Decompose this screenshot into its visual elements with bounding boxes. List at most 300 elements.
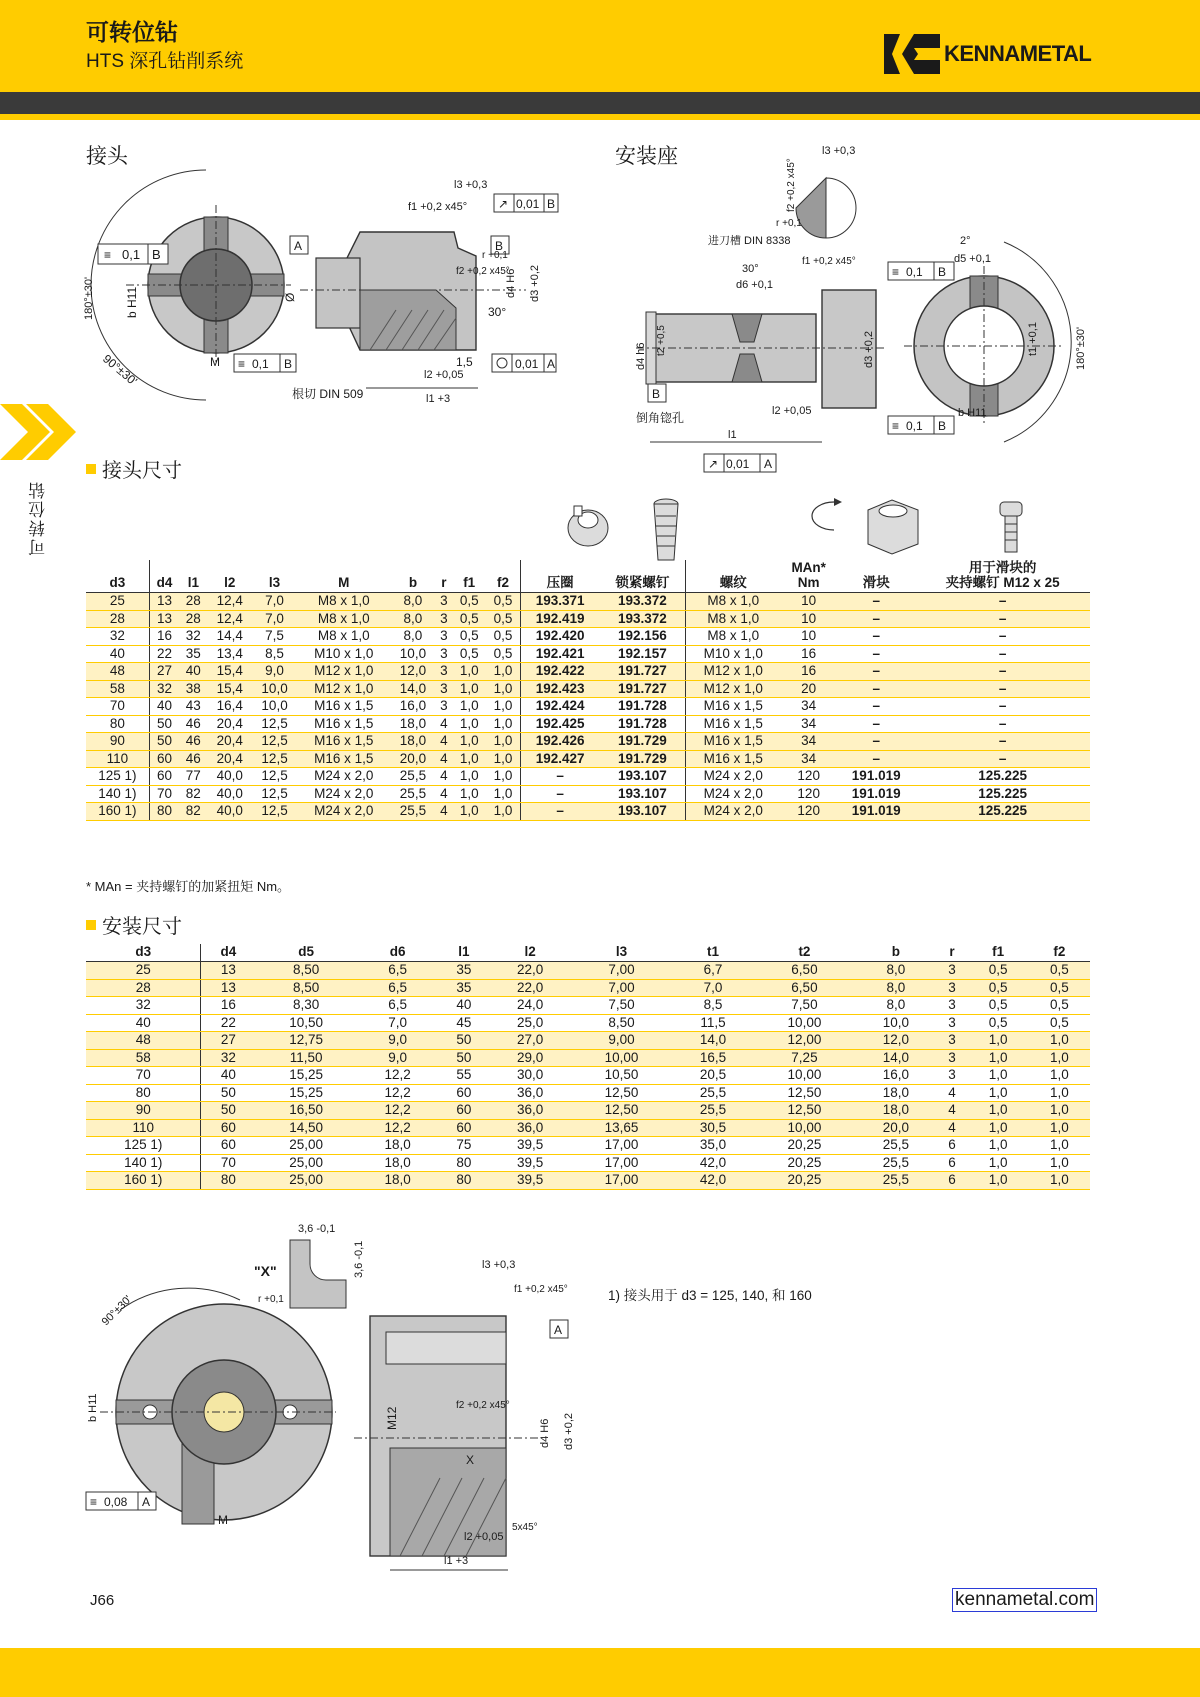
- table-cell: 55: [438, 1067, 489, 1085]
- drawing-dim-l1: l1 +3: [426, 393, 451, 405]
- table-cell: 12,2: [357, 1084, 438, 1102]
- table-cell: 28: [179, 593, 207, 611]
- table-cell: 30,0: [489, 1067, 570, 1085]
- drawing-dim-l3: l3 +0,3: [822, 145, 856, 157]
- table-cell: M16 x 1,5: [686, 733, 780, 751]
- table-cell: 16: [149, 628, 179, 646]
- table-cell: 1,0: [968, 1067, 1029, 1085]
- table-cell: 4: [435, 750, 452, 768]
- drawing-b: b H11: [87, 1393, 99, 1422]
- table-cell: 4: [435, 715, 452, 733]
- table-cell: 25,5: [672, 1084, 753, 1102]
- drawing-datum: B: [284, 357, 293, 371]
- table-cell: 192.419: [520, 610, 599, 628]
- bullet-square-icon: [86, 920, 96, 930]
- table-row: [86, 733, 1090, 751]
- adapter-dims-title: 接头尺寸: [102, 460, 182, 482]
- column-header: t2: [754, 944, 856, 962]
- table-cell: 1,0: [1029, 1154, 1090, 1172]
- svg-text:↗: ↗: [708, 457, 719, 471]
- table-row: [86, 1084, 1090, 1102]
- table-row: [86, 750, 1090, 768]
- table-row: [86, 593, 1090, 611]
- table-cell: 6,50: [754, 979, 856, 997]
- table-cell: 3: [435, 593, 452, 611]
- table-cell: 191.727: [599, 680, 686, 698]
- table-cell: 20,25: [754, 1172, 856, 1190]
- table-cell: 10,0: [252, 680, 297, 698]
- drawing-angle: 30°: [488, 305, 507, 319]
- drawing-dim-f2: f2 +0,2 x45°: [456, 1400, 510, 1411]
- adapter-end-view-drawing: [83, 160, 296, 410]
- table-cell: 193.107: [599, 785, 686, 803]
- table-cell: 4: [435, 803, 452, 821]
- table-cell: 12,50: [571, 1084, 673, 1102]
- table-cell: 1,0: [1029, 1137, 1090, 1155]
- table-cell: 40: [86, 1014, 201, 1032]
- column-header: 滑块: [837, 560, 915, 593]
- drawing-datum: A: [554, 1323, 563, 1337]
- table-cell: 29,0: [489, 1049, 570, 1067]
- table-cell: 3: [435, 610, 452, 628]
- table-cell: 24,0: [489, 997, 570, 1015]
- table-cell: –: [915, 663, 1090, 681]
- table-cell: 12,0: [855, 1032, 936, 1050]
- table-cell: 14,4: [207, 628, 252, 646]
- table-cell: 8,0: [855, 997, 936, 1015]
- table-cell: 191.019: [837, 785, 915, 803]
- table-cell: 0,5: [968, 962, 1029, 980]
- table-cell: 25,5: [391, 768, 436, 786]
- table-cell: 1,0: [1029, 1102, 1090, 1120]
- table-cell: 39,5: [489, 1154, 570, 1172]
- drawing-dim-t1: t1 +0,1: [1027, 322, 1039, 356]
- table-cell: –: [837, 593, 915, 611]
- table-cell: 1,0: [968, 1119, 1029, 1137]
- table-cell: 12,50: [754, 1102, 856, 1120]
- table-cell: 35,0: [672, 1137, 753, 1155]
- table-header-row: [86, 560, 1090, 593]
- table-cell: 12,2: [357, 1119, 438, 1137]
- column-header: l3: [252, 560, 297, 593]
- table-cell: 25: [86, 593, 149, 611]
- table-cell: M16 x 1,5: [297, 733, 391, 751]
- column-header: d6: [357, 944, 438, 962]
- table-cell: 40: [86, 645, 149, 663]
- table-cell: M24 x 2,0: [297, 803, 391, 821]
- table-cell: 60: [438, 1119, 489, 1137]
- table-cell: 192.426: [520, 733, 599, 751]
- drawing-dim: 1,5: [456, 355, 473, 369]
- table-cell: 1,0: [486, 663, 520, 681]
- table-cell: 4: [937, 1119, 968, 1137]
- table-cell: 110: [86, 750, 149, 768]
- page-title: 可转位钻: [86, 19, 178, 45]
- seat-section-drawing: [636, 142, 886, 472]
- table-cell: 0,5: [452, 628, 486, 646]
- table-cell: 193.372: [599, 593, 686, 611]
- table-cell: 125.225: [915, 768, 1090, 786]
- table-cell: 48: [86, 1032, 201, 1050]
- table-cell: 6,7: [672, 962, 753, 980]
- table-cell: 8,30: [255, 997, 357, 1015]
- drawing-dim-height: 3,6 -0,1: [353, 1240, 365, 1278]
- table-cell: 17,00: [571, 1172, 673, 1190]
- table-cell: 0,5: [452, 593, 486, 611]
- adapter-section-drawing: [283, 170, 576, 410]
- drawing-m: M: [218, 1513, 228, 1527]
- table-cell: 110: [86, 1119, 201, 1137]
- table-cell: –: [915, 715, 1090, 733]
- adapter-dims-heading: [86, 454, 182, 483]
- table-cell: 192.157: [599, 645, 686, 663]
- table-cell: 8,50: [571, 1014, 673, 1032]
- page-number: J66: [90, 1592, 115, 1609]
- table-cell: 0,5: [1029, 962, 1090, 980]
- table-cell: 50: [438, 1049, 489, 1067]
- table-cell: 90: [86, 733, 149, 751]
- table-cell: 28: [86, 610, 149, 628]
- table-row: [86, 715, 1090, 733]
- table-cell: 1,0: [452, 715, 486, 733]
- table-cell: 1,0: [1029, 1119, 1090, 1137]
- table-cell: M16 x 1,5: [686, 750, 780, 768]
- table-cell: 35: [179, 645, 207, 663]
- table-cell: M12 x 1,0: [686, 663, 780, 681]
- drawing-datum: B: [938, 419, 947, 433]
- table-cell: 8,0: [855, 979, 936, 997]
- drawing-runout: 0,01: [516, 197, 540, 211]
- table-cell: 25,5: [391, 785, 436, 803]
- column-header: f1: [968, 944, 1029, 962]
- table-cell: 25,00: [255, 1137, 357, 1155]
- table-cell: 46: [179, 750, 207, 768]
- table-cell: 80: [438, 1154, 489, 1172]
- table-cell: –: [915, 698, 1090, 716]
- table-cell: M24 x 2,0: [686, 785, 780, 803]
- table-cell: 16,5: [672, 1049, 753, 1067]
- table-cell: 12,5: [252, 785, 297, 803]
- column-header: b: [855, 944, 936, 962]
- table-cell: 192.423: [520, 680, 599, 698]
- table-cell: 1,0: [1029, 1084, 1090, 1102]
- column-header: l3: [571, 944, 673, 962]
- table-cell: 15,4: [207, 663, 252, 681]
- table-cell: 50: [149, 715, 179, 733]
- drawing-dim-r: r +0,1: [258, 1294, 284, 1305]
- locking-screw-icon: [646, 496, 686, 568]
- table-cell: 25,00: [255, 1172, 357, 1190]
- table-cell: M16 x 1,5: [297, 750, 391, 768]
- table-cell: 14,0: [672, 1032, 753, 1050]
- table-row: [86, 1067, 1090, 1085]
- table-cell: 4: [435, 768, 452, 786]
- table-cell: 7,00: [571, 962, 673, 980]
- table-cell: 13: [201, 962, 255, 980]
- table-cell: 12,0: [391, 663, 436, 681]
- drawing-chamfer: 5x45°: [512, 1522, 538, 1533]
- table-cell: 34: [780, 733, 837, 751]
- table-cell: –: [837, 733, 915, 751]
- large-adapter-section-drawing: [350, 1258, 600, 1578]
- table-cell: M8 x 1,0: [686, 610, 780, 628]
- drawing-runout: 0,01: [726, 457, 750, 471]
- website-link[interactable]: kennametal.com: [952, 1588, 1097, 1612]
- table-cell: 9,0: [357, 1032, 438, 1050]
- table-cell: 35: [438, 979, 489, 997]
- table-cell: 0,5: [1029, 1014, 1090, 1032]
- table-cell: 6,50: [754, 962, 856, 980]
- table-cell: 10: [780, 593, 837, 611]
- table-cell: 12,5: [252, 733, 297, 751]
- drawing-dim-t2: t2 +0,5: [656, 325, 667, 356]
- svg-text:≡: ≡: [104, 248, 112, 262]
- table-cell: 0,5: [1029, 997, 1090, 1015]
- table-row: [86, 1032, 1090, 1050]
- table-cell: 25,5: [391, 803, 436, 821]
- table-cell: 0,5: [452, 645, 486, 663]
- table-cell: 192.427: [520, 750, 599, 768]
- table-cell: –: [915, 733, 1090, 751]
- table-cell: 14,50: [255, 1119, 357, 1137]
- table-cell: 7,0: [252, 593, 297, 611]
- table-cell: 1,0: [452, 785, 486, 803]
- svg-text:↗: ↗: [498, 197, 509, 211]
- drawing-dim-f1: f1 +0,2 x45°: [802, 256, 856, 267]
- svg-text:≡: ≡: [892, 265, 900, 279]
- table-cell: 16: [780, 645, 837, 663]
- table-cell: 25,5: [855, 1137, 936, 1155]
- table-cell: 191.729: [599, 750, 686, 768]
- drawing-flat-value: 0,1: [252, 357, 269, 371]
- table-cell: 3: [435, 680, 452, 698]
- drawing-dim-d3: d3 +0,2: [529, 264, 541, 302]
- table-cell: 16: [201, 997, 255, 1015]
- table-row: [86, 680, 1090, 698]
- table-cell: 1,0: [1029, 1049, 1090, 1067]
- table-cell: 14,0: [391, 680, 436, 698]
- table-row: [86, 803, 1090, 821]
- table-cell: 20,0: [391, 750, 436, 768]
- drawing-dim-f1: f1 +0,2 x45°: [408, 201, 468, 213]
- table-cell: 30,5: [672, 1119, 753, 1137]
- table-cell: 42,0: [672, 1154, 753, 1172]
- thread-rotation-icon: [794, 496, 854, 536]
- drawing-dim-r: r +0,1: [776, 218, 802, 229]
- table-cell: 11,5: [672, 1014, 753, 1032]
- table-cell: 32: [149, 680, 179, 698]
- table-cell: M10 x 1,0: [686, 645, 780, 663]
- table-cell: 6: [937, 1137, 968, 1155]
- table-cell: 0,5: [1029, 979, 1090, 997]
- table-cell: 16,4: [207, 698, 252, 716]
- table-cell: 39,5: [489, 1172, 570, 1190]
- table-cell: 11,50: [255, 1049, 357, 1067]
- kennametal-k-icon: [884, 34, 940, 74]
- table-row: [86, 1119, 1090, 1137]
- table-cell: 36,0: [489, 1084, 570, 1102]
- header-dark-band: [0, 92, 1200, 114]
- table-cell: 12,00: [754, 1032, 856, 1050]
- table-cell: 191.019: [837, 803, 915, 821]
- table-cell: 10,0: [855, 1014, 936, 1032]
- clamping-screw-icon: [996, 500, 1026, 556]
- table-cell: M8 x 1,0: [297, 610, 391, 628]
- table-cell: M12 x 1,0: [297, 680, 391, 698]
- table-cell: –: [520, 803, 599, 821]
- drawing-undercut-label: 根切 DIN 509: [292, 387, 364, 401]
- table-cell: 40: [201, 1067, 255, 1085]
- table-cell: 160 1): [86, 803, 149, 821]
- table-cell: –: [915, 750, 1090, 768]
- table-cell: 160 1): [86, 1172, 201, 1190]
- drawing-dim-l2: l2 +0,05: [464, 1531, 504, 1543]
- table-cell: 191.728: [599, 715, 686, 733]
- table-cell: 3: [937, 1067, 968, 1085]
- table-cell: 0,5: [486, 628, 520, 646]
- table-cell: 13: [149, 610, 179, 628]
- table-cell: 7,50: [754, 997, 856, 1015]
- table-cell: 1,0: [486, 715, 520, 733]
- table-cell: 12,75: [255, 1032, 357, 1050]
- table-cell: –: [915, 645, 1090, 663]
- table-cell: 1,0: [452, 680, 486, 698]
- table-cell: 140 1): [86, 1154, 201, 1172]
- table-cell: 13: [201, 979, 255, 997]
- table-cell: 25,5: [855, 1154, 936, 1172]
- table-cell: 18,0: [357, 1137, 438, 1155]
- drawing-datum: B: [152, 247, 161, 262]
- drawing-angle: 90°±30': [99, 1293, 135, 1329]
- table-cell: 60: [438, 1084, 489, 1102]
- table-cell: 191.729: [599, 733, 686, 751]
- table-cell: 58: [86, 1049, 201, 1067]
- table-cell: 3: [937, 962, 968, 980]
- table-cell: 1,0: [486, 803, 520, 821]
- table-cell: 27: [201, 1032, 255, 1050]
- table-cell: 7,0: [357, 1014, 438, 1032]
- table-cell: 60: [201, 1137, 255, 1155]
- table-cell: 3: [435, 663, 452, 681]
- drawing-dim-l3: l3 +0,3: [454, 179, 488, 191]
- table-cell: –: [837, 750, 915, 768]
- table-cell: 4: [937, 1084, 968, 1102]
- column-header: d4: [149, 560, 179, 593]
- table-cell: –: [837, 610, 915, 628]
- table-cell: 9,0: [252, 663, 297, 681]
- drawing-datum: A: [142, 1495, 151, 1509]
- table-cell: 6,5: [357, 979, 438, 997]
- column-header: f2: [486, 560, 520, 593]
- table-cell: 80: [86, 1084, 201, 1102]
- table-cell: 20,0: [855, 1119, 936, 1137]
- drawing-dim-f2: f2 +0,2 x45°: [786, 158, 797, 212]
- table-cell: 90: [86, 1102, 201, 1120]
- table-cell: 1,0: [486, 768, 520, 786]
- table-cell: M10 x 1,0: [297, 645, 391, 663]
- drawing-thread: M12: [385, 1406, 399, 1430]
- column-header: t1: [672, 944, 753, 962]
- table-row: [86, 1154, 1090, 1172]
- table-cell: 9,0: [357, 1049, 438, 1067]
- table-cell: 8,50: [255, 979, 357, 997]
- table-cell: 40,0: [207, 785, 252, 803]
- table-cell: 46: [179, 733, 207, 751]
- table-cell: 12,5: [252, 715, 297, 733]
- table-cell: 40: [149, 698, 179, 716]
- column-header: f1: [452, 560, 486, 593]
- column-header: r: [937, 944, 968, 962]
- table-header-row: [86, 944, 1090, 962]
- table-cell: 20,4: [207, 750, 252, 768]
- drawing-dim-l2: l2 +0,05: [424, 369, 464, 381]
- drawing-detail-x: X: [466, 1453, 475, 1467]
- table-cell: 1,0: [486, 733, 520, 751]
- table-cell: 0,5: [968, 1014, 1029, 1032]
- table-cell: 36,0: [489, 1102, 570, 1120]
- table-cell: M16 x 1,5: [686, 698, 780, 716]
- table-cell: 18,0: [855, 1084, 936, 1102]
- table-cell: 34: [780, 698, 837, 716]
- seat-dimensions-table: [86, 944, 1090, 1190]
- drawing-dim-f2: f2 +0,2 x45°: [456, 266, 510, 277]
- column-header: 压圈: [520, 560, 599, 593]
- drawing-flat-value: 0,1: [906, 419, 923, 433]
- table-cell: 28: [86, 979, 201, 997]
- table-cell: 10,0: [252, 698, 297, 716]
- table-cell: 10,00: [754, 1067, 856, 1085]
- table-cell: 192.421: [520, 645, 599, 663]
- table-cell: 1,0: [486, 750, 520, 768]
- drawing-datum: A: [547, 357, 556, 371]
- footnote: 1) 接头用于 d3 = 125, 140, 和 160: [608, 1288, 812, 1303]
- table-cell: 16,0: [855, 1067, 936, 1085]
- table-cell: 3: [937, 1032, 968, 1050]
- table-cell: 1,0: [968, 1032, 1029, 1050]
- table-cell: 10,00: [571, 1049, 673, 1067]
- table-cell: 191.727: [599, 663, 686, 681]
- table-cell: 7,50: [571, 997, 673, 1015]
- table-cell: M8 x 1,0: [686, 593, 780, 611]
- drawing-datum: B: [495, 239, 504, 253]
- drawing-m: M: [210, 355, 220, 369]
- table-cell: 20,4: [207, 733, 252, 751]
- table-cell: 1,0: [968, 1137, 1029, 1155]
- table-cell: 17,00: [571, 1154, 673, 1172]
- table-cell: 6,5: [357, 997, 438, 1015]
- table-cell: 192.424: [520, 698, 599, 716]
- table-row: [86, 979, 1090, 997]
- table-cell: 7,25: [754, 1049, 856, 1067]
- table-cell: –: [915, 628, 1090, 646]
- drawing-dim-d4: d4 H6: [539, 1418, 551, 1448]
- table-cell: 35: [438, 962, 489, 980]
- table-cell: 8,0: [391, 628, 436, 646]
- table-cell: 193.107: [599, 768, 686, 786]
- drawing-dim-d4: d4 H6: [505, 268, 517, 298]
- table-cell: M8 x 1,0: [297, 628, 391, 646]
- table-cell: 0,5: [486, 645, 520, 663]
- table-cell: 120: [780, 785, 837, 803]
- table-cell: 38: [179, 680, 207, 698]
- table-cell: 50: [201, 1102, 255, 1120]
- drawing-dim-width: 3,6 -0,1: [298, 1223, 336, 1235]
- table-cell: 191.019: [837, 768, 915, 786]
- table-cell: 12,2: [357, 1102, 438, 1120]
- table-cell: 32: [86, 628, 149, 646]
- table-cell: 18,0: [391, 715, 436, 733]
- seat-dims-heading: [86, 910, 182, 939]
